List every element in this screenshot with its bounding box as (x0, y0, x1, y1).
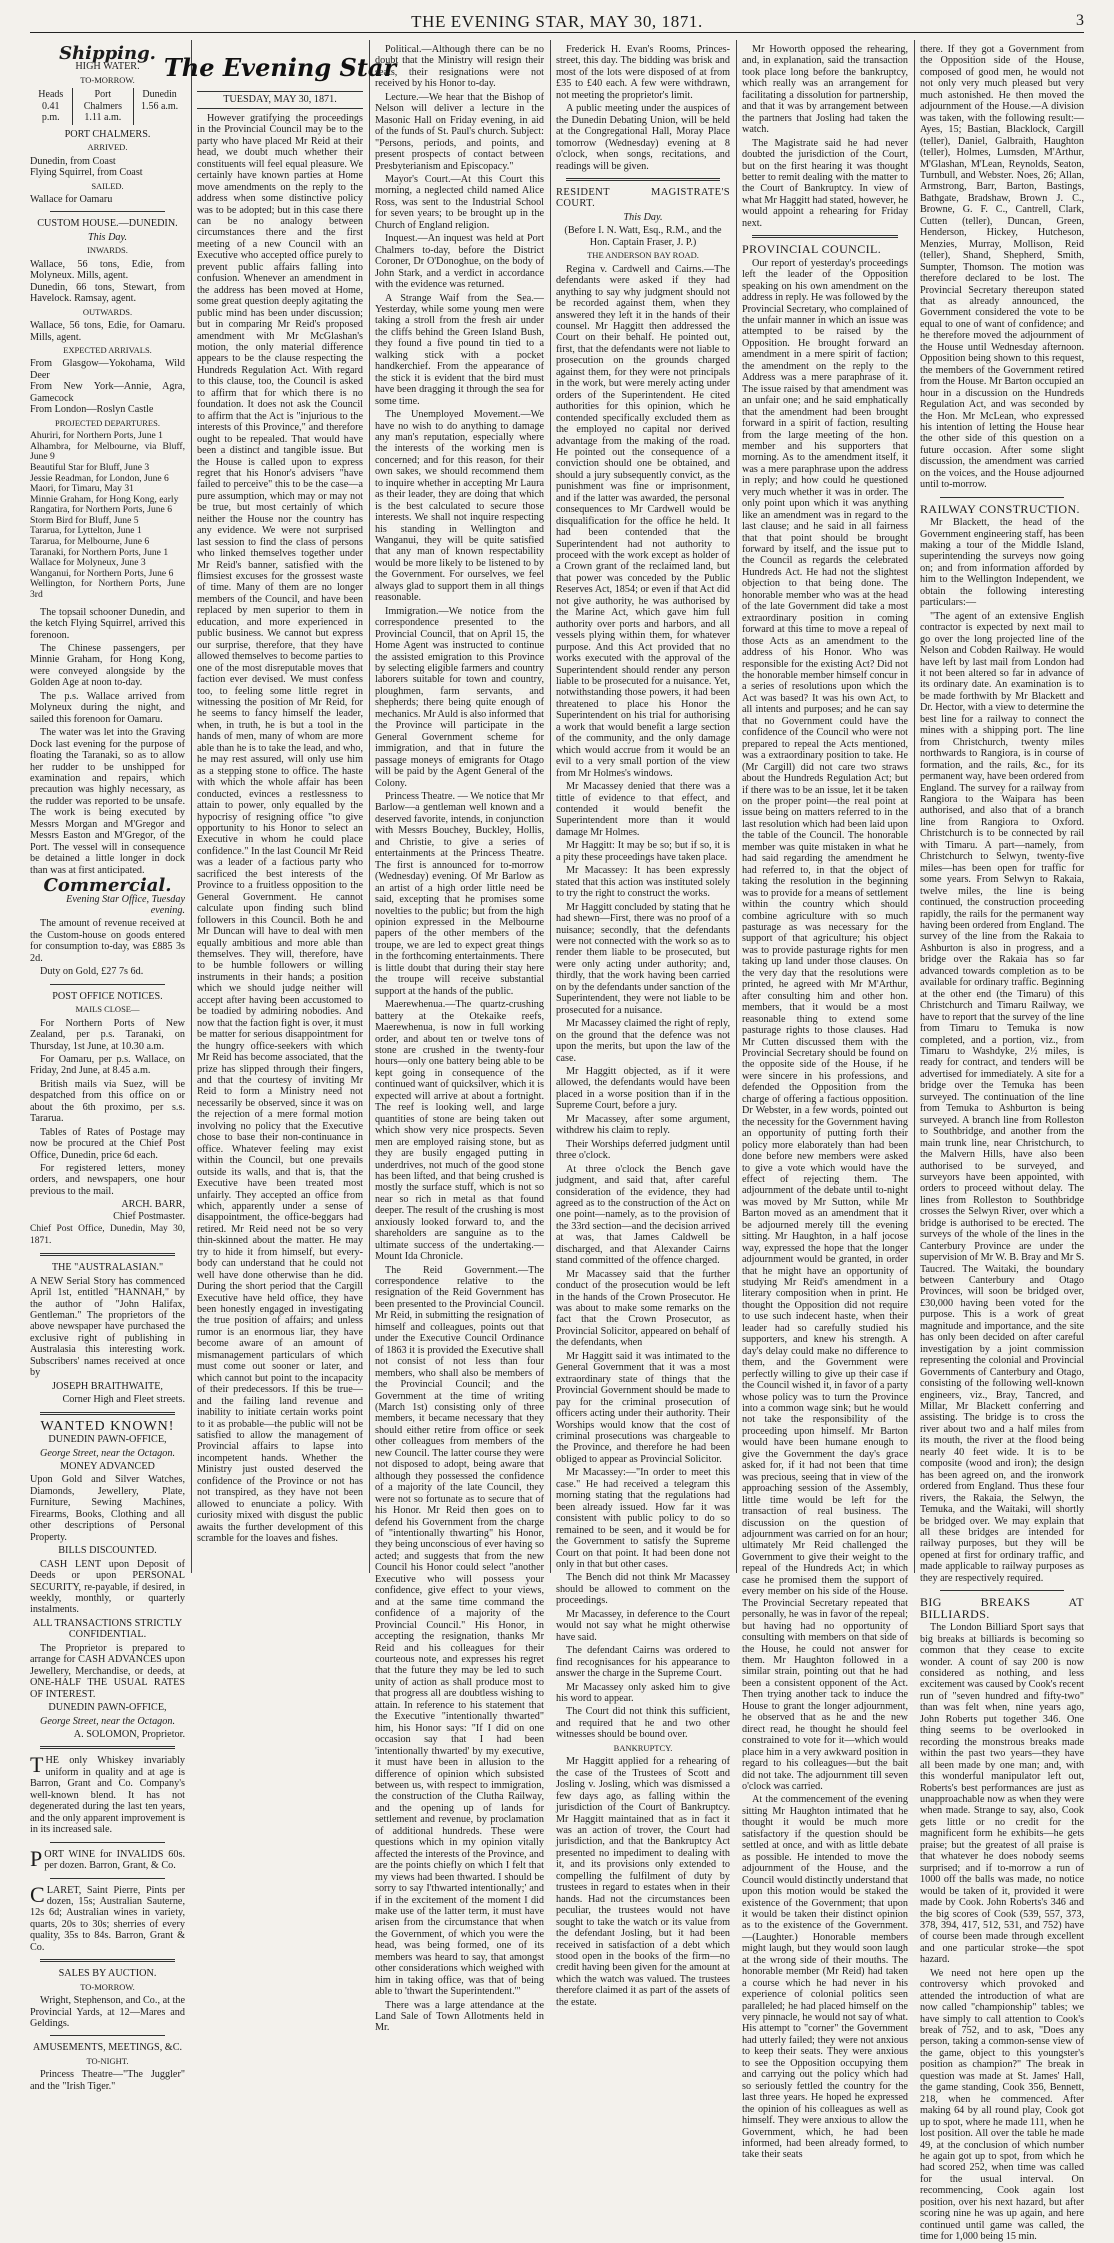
court-paragraph: Mr Howorth opposed the rehearing, and, in explanation, said the transaction took place long before the bankruptcy, which really was an arrangement for facilitating a dissolution for partnership, and that it was by arrangement between the partners that Josling had taken the watch. (742, 44, 908, 136)
pawn-office-name-2: DUNEDIN PAWN-OFFICE, (48, 1702, 167, 1714)
amusements-notice: Princess Theatre—"The Juggler" and the "Irish Tiger." (30, 2069, 185, 2092)
divider (50, 984, 165, 985)
port-chalmers-heading: PORT CHALMERS. (64, 128, 151, 140)
mails-close-heading: MAILS CLOSE— (75, 1004, 140, 1015)
news-paragraph: Lecture.—We hear that the Bishop of Nelson will deliver a lecture in the Masonic Hall on Friday evening, in aid of the funds of St. Paul's church. Subject: "Persons, periods, and points, and present prospects of contact between Presbyterianism and Episcopacy." (375, 91, 544, 172)
shipping-section-title: Shipping. (59, 43, 156, 64)
projected-departures-list: Ahuriri, for Northern Ports, June 1 Alhambra, for Melbourne, via Bluff, June 9 Beautiful Star for Bluff, June 3 Jessie Readman, for London, June 6 Maori, for Timaru, May 31 Minnie Graham, for Hong Kong, early Rangatira, for Northern Ports, June 6 Storm Bird for Bluff, June 5 Tararua, for Lyttelton, June 1 Tararua, for Melbourne, June 6 Taranaki, for Northern Ports, June 1 Wallace for Molyneux, June 3 Wanganui, for Northern Ports, June 6 Wellington, for Northern Ports, June 3rd (30, 430, 185, 601)
divider (40, 1253, 175, 1256)
mail-notice: For Northern Ports of New Zealand, per p.s. Taranaki, on Thursday, 1st June, at 10.30 a.m. (30, 1017, 185, 1052)
tonight-label: TO-NIGHT. (86, 2055, 129, 2066)
news-paragraph: Frederick H. Evan's Rooms, Princes-street, this day. The bidding was brisk and most of the lots were disposed of at from £35 to £40 each. A few were withdrawn, not meeting the proprietor's limit. (556, 44, 730, 101)
news-paragraph: Immigration.—We notice from the correspondence presented to the Provincial Council, that on April 15, the Home Agent was instructed to continue the assisted emigration to this Province by selecting eligible farmers and country laborers suitable for town and country, ploughmen, farm servants, and shepherds; there being quite enough of mechanics. Mr Auld is also informed that the Province will participate in the General Government scheme for immigration, and that in future the passage moneys of emigrants for Otago will be paid by the Agent General of the Colony. (375, 605, 544, 789)
braithwaite-address: Corner High and Fleet streets. (62, 1394, 185, 1406)
news-paragraph: Princess Theatre. — We notice that Mr Barlow—a gentleman well known and a deserved favorite, intends, in conjunction with Messrs Bouchey, Buckley, Hollis, and Christie, to give a series of entertainments at the Princess Theatre. The first is announced for to-morrow (Wednesday) evening. Of Mr Barlow as an artist of a high order little need be said, excepting that he promises some novelties to the public; but from the high opinion expressed in the Melbourne papers of the other members of the troupe, we are led to expect great things in the forthcoming entertainments. There is little doubt that during their stay here the troupe will receive substantial support at the hands of the public. (375, 791, 544, 997)
confidential-notice: ALL TRANSACTIONS STRICTLY CONFIDENTIAL. (32, 1617, 183, 1641)
news-paragraph: Political.—Although there can be no doubt that the Ministry will resign their seats, their resignations were not received by his Honor to-day. (375, 44, 544, 90)
divider (50, 211, 165, 212)
column-rule (191, 40, 192, 1573)
tide-heads: Heads 0.41 p.m. (38, 89, 64, 124)
column-rule (550, 40, 551, 1573)
news-paragraph: A public meeting under the auspices of the Dunedin Debating Union, will be held at the Congregational Hall, Moray Place tomorrow (Wednesday) evening at 8 o'clock, when songs, recitations, and readings will be given. (556, 103, 730, 172)
evening-star-logo-svg (163, 46, 397, 86)
pawn-office-address: George Street, near the Octagon. (39, 1447, 176, 1459)
bankruptcy-heading: BANKRUPTCY. (613, 1742, 673, 1753)
divider (50, 1842, 165, 1843)
braithwaite-name: JOSEPH BRAITHWAITE, (52, 1380, 163, 1392)
postmaster-signature: ARCH. BARR, Chief Postmaster. (113, 1199, 185, 1222)
billiards-paragraph: The London Billiard Sport says that big breaks at billiards is becoming so common that they cease to excite wonder. A count of say 200 is now considered as nothing, and less excitement was caused by Cook's recent run of "seven hundred and fifty-two" than was felt when, nine years ago, John Roberts put together 346. One thing seems to be overlooked in recording the monstrous breaks made within the past two years—they have all been made by one man; and, with this wonderful manipulator left out, Roberts's best performances are just as unapproachable now as when they were when made. Strange to say, also, Cook gets little or no credit for the magnificent form he exhibits—he gets praise; but the greatest of all praise is that whatever he does nobody seems surprised; and if to-morrow a run of 1000 off the balls was made, no notice would be taken of it, provided it were made by Cook. John Roberts's 346 and the big scores of Cook (539, 557, 373, 378, 394, 417, 512, 531, and 752) have of course been made through excellent and one particular stroke—the spot hazard. (920, 1622, 1084, 1966)
divider (940, 497, 1064, 498)
australasian-notice: A NEW Serial Story has commenced April 1st, entitled "HANNAH," by the author of "John Halifax, Gentleman." The proprietors of the above newspaper have purchased the exclusive right of publishing in Australasia this interesting work. Subscribers' names received at once by (30, 1275, 185, 1379)
column-provincial-council (742, 44, 908, 2161)
this-day-label: This Day. (87, 231, 128, 243)
shipping-news-item: The p.s. Wallace arrived from Molyneux during the night, and sailed this forenoon for Oamaru. (30, 690, 185, 725)
divider (752, 235, 898, 238)
court-heading: RESIDENT MAGISTRATE'S COURT. (556, 186, 730, 210)
divider (50, 2035, 165, 2036)
sales-by-auction-heading: SALES BY AUCTION. (58, 1968, 157, 1980)
cash-lent-notice: CASH LENT upon Deposit of Deeds or upon PERSONAL SECURITY, re-payable, if desired, in weekly, monthly, or quarterly instalments. (30, 1558, 185, 1616)
court-paragraph: The Court did not think this sufficient, and required that he and two other witnesses should be bound over. (556, 1706, 730, 1741)
inwards-list: Wallace, 56 tons, Edie, from Molyneux. Mills, agent. Dunedin, 66 tons, Stewart, from Havelock. Ramsay, agent. (30, 258, 185, 305)
expected-arrivals-heading: EXPECTED ARRIVALS. (63, 344, 152, 355)
court-paragraph: Mr Macassey: It has been expressly stated that this action was instituted solely to try the right to construct the works. (556, 865, 730, 900)
column-court (556, 44, 730, 2008)
court-paragraph: Mr Macassey, after some argument, withdrew his claim to reply. (556, 1113, 730, 1137)
mail-notice: For Oamaru, per p.s. Wallace, on Friday, 2nd June, at 8.45 a.m. (30, 1053, 185, 1077)
revenue-notice: The amount of revenue received at the Custom-house on goods entered for consumption to-day, was £885 3s 2d. (30, 918, 185, 964)
court-paragraph: Mr Haggitt concluded by stating that he had shewn—First, there was no proof of a nuisance; secondly, that the defendants were not connected with the work so as to render them liable to be prosecuted, but were only acting under authority; and, thirdly, that the work having been carried on by the defendants under sanction of the Superintendent, they were not liable to be prosecuted for a nuisance. (556, 901, 730, 1016)
logo-text: The Evening Star (163, 53, 397, 82)
court-paragraph: Mr Macassey said that the further conduct of the prosecution would be left in the hands of the Crown Prosecutor. He was about to make some remarks on the fact that the Crown Prosecutor, as Provincial Solicitor, appeared on behalf of the defendants, when (556, 1268, 730, 1349)
sailed-list: Wallace for Oamaru (30, 193, 113, 205)
court-day-label: This Day. (623, 211, 663, 223)
billiards-paragraph: We need not here open up the controversy which provoked and attended the introduction of what are now called "championship" tables; we have simply to call attention to Cook's break of 752, and to ask, "Does any person, taking a common-sense view of the game, object to this youngster's position as champion?" The break in question was made at St. James' Hall, the game standing, Cook 356, Bennett, 218, when he commenced. After making 64 by all round play, Cook got up to spot, where he made 111, when he lost position. All over the table he made 49, at the conclusion of which number he again got up to spot, from which he had scored 252, when time was called for the usual interval. On recommencing, Cook again lost position, over his next hazard, but after scoring nine he was up again, and here continued until game was called, the time for 1,000 being 15 min. (920, 1967, 1084, 2243)
port-wine-advert: PORT WINE for INVALIDS 60s. per dozen. Barron, Grant, & Co. (30, 1845, 185, 1872)
pawn-office-name: DUNEDIN PAWN-OFFICE, (48, 1434, 167, 1446)
divider (40, 1412, 175, 1415)
editorial-date: TUESDAY, MAY 30, 1871. (223, 94, 337, 106)
court-paragraph: At three o'clock the Bench gave judgment, and said that, after careful consideration of the evidence, they had agreed as to the construction of the Act on one point—namely, as to the provision of the 33rd section—and the decision arrived at was, that James Caldwell be discharged, and that Alexander Cairns stand committed of the offence charged. (556, 1163, 730, 1267)
news-paragraph: Inquest.—An inquest was held at Port Chalmers to-day, before the District Coroner, Dr O'Donoghue, on the body of John Stark, and a verdict in accordance with the evidence was returned. (375, 233, 544, 291)
divider (40, 1959, 175, 1962)
commercial-section-title: Commercial. (43, 875, 172, 897)
court-paragraph: Mr Macassey, in deference to the Court would not say what he might otherwise have said. (556, 1608, 730, 1643)
council-paragraph: Our report of yesterday's proceedings left the leader of the Opposition speaking on his own amendment on the address in reply. He was followed by the Provincial Secretary, who complained of the unfair manner in which an issue was attempted to be raised by the Opposition. He brought forward an amendment in a mere spirit of faction; the amendment on the reply to the Address was a mere paraphrase of it. The issue raised by that amendment was an unfair one; and he said emphatically that the amendment had been brought forward in a spirit of faction, resulting from the large meeting of the hon. member and his supporters that morning. As to the amendment itself, it was a mere paraphrase upon the address in reply; and how could he questioned very much whether it was in order. The only point upon which it was anything like an amendment was in regard to the last clause; and he said in all fairness that that point should be brought forward by itself, and the issue put to the Council as regards the celebrated Hundreds Act. He had not the slightest objection to that being done. The honorable member who was at the head of the late Government did take a most extraordinary position in coming forward at this time to move a repeal of those Acts as an amendment to the address of his Honor. Who was responsible for the existing Act? Did not the honorable member himself concur in a series of resolutions upon which the Act was based? It was his own Act, to all intents and purposes; and he can say that no Government could have the confidence of the Council who were not prepared to repeal the Acts mentioned, was a extraordinary position to take. He (Mr Cargill) did not care two straws about the Hundreds Regulation Act; but if there was to be an issue, let it be taken on the proper point—the real point at issue being on matters referred to in the last resolution which had been laid upon the table of the Council. The honorable member was quite mistaken in what he had said regarding the amendment he had referred to, in that the object of taking the resolution in the beginning was to provide for a means of settlement within the country which should combine agriculture with so much pasturage as was necessary for the support of that agriculture; his object was to provide pasturage rights for men taking up land under those clauses. On the very day that the resolutions were printed, he agreed with Mr M'Arthur, after consulting him and other hon. members, that it would be a most reasonable thing to extend some pasturage rights to those clauses. Had Mr Cutten discussed them with the Provincial Secretary should be found on the opposite side of the House, if he were sincere in his professions, and defended the Opposition from the charge of offering a factious opposition. Dr Webster, in a few words, pointed out the necessity for the Government having an opportunity of putting forth their policy more elaborately than had been done before new members were asked to give a vote which would have the effect of rejecting them. The adjournment of the debate until to-night was moved by Mr Sutton, while Mr Barton moved as an amendment that it be adjourned merely till the evening sitting. Mr Haughton, in a half jocose way, expressed the hope that the longer adjournment would be granted, in order that he might have an opportunity of studying Mr Reid's amendment in a literary composition when in print. He thought the Opposition did not require to use such indecent haste, when their leader had so carefully studied his supporters, and knew his strength. A day's delay could make no difference to them, and the Government were perfectly willing to give up their case if the Council wished it, in favor of a party whose policy was to turn the Province into a common wage sink; but he would not take the responsibility of the proceeding upon himself. Mr Barton would have been humane enough to give the Government the day's grace asked for, if it had not been that time was precious, seeing that in view of the approaching session of the Assembly, little time would be left for the transaction of real business. The discussion on the question of adjournment was carried on for an hour; ultimately Mr Reid challenged the Government to give their weight to the repeal of the Hundreds Act; in which case he promised them the support of every member on his side of the House. The Provincial Secretary repeated that personally, he was in favor of the repeal; but having had no opportunity of consulting with members on that side of the House, he could not answer for them. Mr Haughton followed in a similar strain, pointing out that he had been a consistent opponent of the Act. Then trying another tack to induce the House to grant the longer adjournment, he observed that as he and the new direct read, he thought he should feel constrained to vote for it—which would place him in a very awkward position in regard to his colleagues—but the bait did not take. The adjournment till seven o'clock was carried. (742, 257, 908, 1792)
whiskey-advert: THE only Whiskey invariably uniform in quality and at age is Barron, Grant and Co. Company's well-known blend. It has not degenerated during the last ten years, and the only apparent improvement is in its increased sale. (30, 1752, 185, 1836)
tide-port-chalmers: Port Chalmers 1.11 a.m. (72, 88, 134, 124)
shipping-news-item: The Chinese passengers, per Minnie Graham, for Hong Kong, were conveyed alongside by the Golden Age at noon to-day. (30, 643, 185, 689)
court-paragraph: The defendant Cairns was ordered to find recognisances for his appearance to answer the charge in the Supreme Court. (556, 1645, 730, 1680)
news-paragraph: There was a large attendance at the Land Sale of Town Allotments held in Mr. (375, 1999, 544, 2034)
mail-notice: Tables of Rates of Postage may now be procured at the Chief Post Office, Dunedin, price 6d each. (30, 1126, 185, 1161)
outwards-list: Wallace, 56 tons, Edie, for Oamaru. Mills, agent. (30, 320, 185, 343)
tide-table (30, 88, 185, 124)
sailed-heading: SAILED. (91, 180, 124, 191)
court-paragraph: Their Worships deferred judgment until three o'clock. (556, 1138, 730, 1162)
outwards-heading: OUTWARDS. (82, 306, 133, 317)
pawn-office-address-2: George Street, near the Octagon. (39, 1715, 176, 1727)
court-paragraph: Mr Macassey claimed the right of reply, on the ground that the defence was not upon the merits, but upon the law of the case. (556, 1018, 730, 1064)
editorial-article: However gratifying the proceedings in the Provincial Council may be to the party who have placed Mr Reid at their head, we doubt much whether their constituents will feel equal pleasure. We certainly have known parties at Home move amendments on the reply to the address when some distinctive policy was to be adopted; but in this case there can be no analogy between circumstances there and the first meeting of a new Council with an Executive who accepted office purely to prevent public affairs falling into confusion. Whenever an amendment in the address has been moved at Home, some great question deeply agitating the public mind has been under discussion; but in comparing Mr Reid's proposed amendment with Mr McGlashan's motion, the only material difference appears to be the clause respecting the Hundreds Regulation Act. With regard to this clause, too, the Council is asked to affirm that for which there is no foundation. It does not ask the Council to affirm that the Act is "injurious to the interests of this Province," and therefore ought to be repealed. That would have been a distinct and tangible issue. But the House is called upon to express regret that his Honor's advisers "have failed to perceive" this to be the case—a pure assumption, which may or may not be true, but most certainly of which neither the House nor the country has any evidence. We were not surprised last session to find the class of persons who linked themselves together under Mr Reid's banner, satisfied with the flimsiest excuses for the grossest waste of time. Many of them are no longer members of the Council, and have been replaced by men superior to them in education, and more experienced in public business. We cannot but express our surprise, therefore, that they have allowed themselves to become parties to one of the most disreputable moves that faction ever devised. We must confess too, to feeling some little regret in witnessing the position of Mr Reid, for he seems to fancy himself the leader, when, in truth, he is but a tool in the hands of men, many of whom are more able than he is to take the lead, and who, he may rest assured, will only use him as a stepping stone to office. The haste with which the whole affair has been conducted, evinces a restlessness to attain to power, only equalled by the hypocrisy of resigning office "to give opportunity to his Honor to select an Executive in whom he could place confidence." In the last Council Mr Reid was a leader of a factious party who sacrificed the best interests of the Province to a fruitless opposition to the General Government. He cannot calculate upon finding such blind followers in this Council. Both he and Mr Duncan will have to deal with men equally ambitious and more able than themselves. They will, therefore, have to be humble followers or willing instruments in their hands; a position which we should judge neither will accept after having been accustomed to be toadied by admiring nobodies. And now that the faction fight is over, it must be matter for serious disappointment for the hungry office-seekers with which Mr Reid has become associated, that the prize has slipped through their fingers, and that the courtesy of inviting Mr Reid to form a Ministry need not necessarily be observed, since it was on the rejection of a mere formal motion involving no policy that the Executive chose to base their non-continuance in office. Whatever feeling may exist within the Council, but one prevails outside its walls, and that is, that the Executive have been treated most unfairly. They accepted an office from which, apparently under a sense of disappointment, the office-beggars had retired. Mr Reid need not be so very thin-skinned about the matter. He may try to hide it from himself, but every-body can understand that he could not well have done otherwise than he did. During the short period that the Cargill Executive have held office, they have been honestly engaged in investigating the true position of affairs; and unless rumor is an enormous liar, they have become aware of an amount of mismanagement particulars of which must come out sooner or later, and which cannot but point to the incapacity of their predecessors. If this be true—and the failing land revenue and inability to initiate certain works point to it as probable—the public will not be satisfied to allow the management of Provincial affairs to lapse into incompetent hands. Whether the Ministry just ousted deserved the confidence of the Province or not has not transpired, as they have not been allowed to enunciate a policy. With curiosity mixed with disgust the public awaits the further development of this scramble for the loaves and fishes. (197, 112, 363, 1545)
council-paragraph: At the commencement of the evening sitting Mr Haughton intimated that he thought it would be much more satisfactory if the question should be settled at once, and with as little debate as possible. He intended to move the adjournment of the House, and the Council would distinctly understand that upon this motion would be staked the existence of the Government; that upon it would be taken their distinct opinion as to the existence of the Government.—(Laughter.) Honorable members might laugh, but they would soon laugh at the wrong side of their mouths. The honorable member (Mr Reid) had taken a course which he had never in his experience of colonial politics seen paralleled; he had placed himself on the very pinnacle, he would not say of what. His attempt to "corner" the Government had utterly failed; they were not anxious to keep their seats. They were anxious to see the Opposition occupying them and carrying out the policy which had so seriously fettled the country for the last three years. He hoped he expressed the opinion of his colleagues as well as himself. They were anxious to allow the Government, which, he had been informed, had been already formed, to take their seats (742, 1794, 908, 2161)
newspaper-header-title: THE EVENING STAR, MAY 30, 1871. (411, 12, 703, 31)
proprietor-notice: The Proprietor is prepared to arrange for CASH ADVANCES upon Jewellery, Merchandise, or deeds, at ONE-HALF THE USUAL RATES OF INTEREST. (30, 1642, 185, 1700)
court-paragraph: Mr Macassey:—"In order to meet this case." He had received a telegram this morning stating that the regulations had been already issued. How far it was consistent with public policy to do so remained to be seen, and it would be for the Government to satisfy the Supreme Court on that point. It had been done not only in that but other cases. (556, 1467, 730, 1570)
amusements-heading: AMUSEMENTS, MEETINGS, &C. (32, 2042, 183, 2054)
mail-notice: For registered letters, money orders, and newspapers, one hour previous to the mail. (30, 1163, 185, 1197)
divider (940, 1590, 1064, 1591)
projected-departures-heading: PROJECTED DEPARTURES. (55, 417, 160, 428)
arrived-heading: ARRIVED. (87, 142, 128, 153)
council-paragraph: there. If they got a Government from the Opposition side of the House, composed of good men, he would not not only very much pleased but very much astonished. He then moved the adjournment of the House.—A division was taken, with the following result:—Ayes, 15; Bastian, Blacklock, Cargill (teller), Daniel, Galbraith, Haughton (teller), Holmes, Lumsden, M'Arthur, M'Glashan, M'Lean, Reynolds, Seaton, Turnbull, and Webster. Noes, 26; Allan, Armstrong, Barr, Barton, Bastings, Bathgate, Bradshaw, Brown J. C., Browne, G. F. C., Cantrell, Clark, Cutten (teller), Duncan, Green, Henderson, Hickey, Hutcheson, Menzies, Murray, Mollison, Reid (teller), Shand, Shepherd, Smith, Sumpter, Thomson. The motion was therefore declared to be lost. The Provincial Secretary thereupon stated that as already announced, the Government considered the vote to be equal to one of want of confidence; and he therefore moved the adjournment of the House until Wednesday afternoon. Opposition being shown to this request, the members of the Government retired from the House. Mr Barton occupied an hour in a discussion on the Hundreds Regulation Act, and was seconded by the Hon. Mr McLean, who expressed his intention of letting the House hear the other side of this question on a future occasion. After some slight discussion, the amendment was carried on the voices, and the House adjourned until to-morrow. (920, 44, 1084, 491)
office-dateline: Evening Star Office, Tuesday evening. (66, 893, 185, 916)
tomorrow-label: TO-MORROW. (80, 74, 135, 85)
column-local-news (375, 44, 544, 2034)
tide-dunedin: Dunedin 1.56 a.m. (134, 88, 185, 124)
sales-notice: Wright, Stephenson, and Co., at the Provincial Yards, at 12—Mares and Geldings. (30, 1995, 185, 2030)
proprietor-signature: A. SOLOMON, Proprietor. (73, 1728, 185, 1740)
inwards-heading: INWARDS. (87, 245, 128, 256)
column-rule (914, 40, 915, 1573)
court-before: (Before I. N. Watt, Esq., R.M., and the Hon. Captain Fraser, J. P.) (564, 225, 722, 248)
divider (40, 1746, 175, 1749)
case-heading: THE ANDERSON BAY ROAD. (587, 250, 699, 261)
date-bar (197, 91, 363, 108)
court-paragraph: Regina v. Cardwell and Cairns.—The defendants were asked if they had anything to say why judgment should not be recorded against them, when they answered they left it in the hands of their counsel. Mr Haggitt then addressed the Court on their behalf. He pointed out, first, that the defendants were not liable to prosecution on the grounds charged against them, for they were not principals in the work, but were merely acting under orders of the Superintendent. He cited authorities for this opinion, which he contended specifically excluded them as the employed no capital nor derived advantage from the making of the road. He pointed out the consequence of a conviction should one be obtained, and should a jury subsequently convict, as the punishment was fine or imprisonment, and if the latter was awarded, the personal consequences to Mr Cardwell would be disqualification for the office he held. It had been contended that the Superintendent had not authority to proceed with the work except as holder of a Crown grant of the reclaimed land, but that power was conceded by the Public Reserves Act, 1854; or even if that Act did not give authority, he was authorised by the Marine Act, which gave him full authority over ports and harbors, and all vessels plying within them, for whatever purpose. And this Act provided that no works executed with the approval of the Superintendent should render any person liable to be prosecuted for a nuisance. Yet, notwithstanding those powers, it had been threatened to place his Honor the Superintendent on his trial for authorising a work that would benefit a large section of the community, and the only damage which would accrue from it would be an evil to a very small portion of the view from Mr Holmes's windows. (556, 263, 730, 779)
expected-arrivals-list: From Glasgow—Yokohama, Wild Deer From New York—Annie, Agra, Gamecock From London—Roslyn Castle (30, 358, 185, 416)
news-paragraph: Maerewhenua.—The quartz-crushing battery at the Otekaike reefs, Maerewhenua, is now in full working order, and about ten or twelve tons of stone are crushed in the twenty-four hours—only one battery being able to be kept going in consequence of the continued want of quicksilver, which it is expected will arrive at about a fortnight. The reef is looking well, and large quantities of stone are being taken out which show very nice prospects. Seven men are employed raising stone, but as they are busily engaged putting in underdrives, not much of the good stone has been lifted, and that being crushed is mostly the surface stuff, which is not so near so rich in metal as that found deeper. The result of the crushing is most anxiously looked forward to, and the shareholders are sanguine as to the ultimate success of the undertaking.—Mount Ida Chronicle. (375, 999, 544, 1263)
sales-tomorrow-label: TO-MORROW. (80, 1981, 135, 1992)
column-railway-billiards (920, 44, 1084, 2243)
bankruptcy-paragraph: Mr Haggitt applied for a rehearing of the case of the Trustees of Scott and Josling v. Josling, which was dismissed a few days ago, as falling within the jurisdiction of the Court of Bankruptcy. Mr Haggitt maintained that as in fact it was an action of trover, the Court had jurisdiction, and that the Bankruptcy Act presented no impediment to dealing with it, and its provisions only extended to compelling the fulfilment of duty by trustees in regard to estates when in their hands. Had not the circumstances been peculiar, the trustees would not have sought to take the watch or its value from the defendant Josling, but it had been received in satisfaction of a debt which stood open in the books of the firm—no credit having been given for the amount at which the watch was valued. The trustees therefore claimed it as part of the assets of the estate. (556, 1756, 730, 2008)
news-paragraph: The Unemployed Movement.—We have no wish to do anything to damage any man's reputation, especially where the interests of the working men is concerned; and for this reason, for their own sakes, we should recommend them to inquire whether in accepting Mr Laura as their leader, they are doing that which is the best calculated to secure those interests. We shall not inquire respecting his standing in Wellington and Wanganui, they will be quite satisfied that any man of known respectability would be more likely to be listened to by the Government. For ourselves, we feel always glad to support them in all things reasonable. (375, 409, 544, 604)
arrived-list: Dunedin, from Coast Flying Squirrel, from Coast (30, 155, 143, 179)
column-rule (369, 40, 370, 1573)
post-office-date: Chief Post Office, Dunedin, May 30, 1871. (30, 1224, 185, 1246)
page-number: 3 (1076, 12, 1084, 29)
claret-advert: CLARET, Saint Pierre, Pints per dozen, 15s; Australian Sauterne, 12s 6d; Australian wines in variety, quarts, 20s to 30s; sherries of every quality, 35s to 84s. Barron, Grant & Co. (30, 1881, 185, 1953)
custom-house-heading: CUSTOM HOUSE.—DUNEDIN. (37, 218, 178, 230)
billiards-heading: BIG BREAKS AT BILLIARDS. (920, 1595, 1084, 1621)
column-editorial (163, 44, 397, 1573)
railway-heading: RAILWAY CONSTRUCTION. (920, 501, 1080, 516)
court-paragraph: Mr Haggitt said it was intimated to the General Government that it was a most extraordinary state of things that the Provincial Government should be made to pay for the criminal prosecution of officers acting under their authority. Their Worships would know that the cost of criminal prosecutions was chargeable to the Province, and therefore he had been obliged to appear as Provincial Solicitor. (556, 1350, 730, 1465)
shipping-news-item: The topsail schooner Dunedin, and the ketch Flying Squirrel, arrived this forenoon. (30, 606, 185, 641)
post-office-heading: POST OFFICE NOTICES. (52, 990, 163, 1002)
railway-paragraph: Mr Blackett, the head of the Government engineering staff, has been making a tour of the Middle Island, superintending the surveys now going on; and from information afforded by him to the Wellington Independent, we obtain the following interesting particulars:— (920, 517, 1084, 609)
divider (50, 1878, 165, 1879)
court-paragraph: The Bench did not think Mr Macassey should be allowed to comment on the proceedings. (556, 1572, 730, 1607)
bills-discounted: BILLS DISCOUNTED. (58, 1545, 157, 1557)
evening-star-logo (163, 46, 397, 89)
news-paragraph: A Strange Waif from the Sea.—Yesterday, while some young men were taking a stroll from the fresh air under the cliffs behind the Green Island Bush, they found a five pound tin tied to a walking stick with a pocket handkerchief. From the appearance of the stick it is evident that the bird must have been dragging it through the sea for some time. (375, 292, 544, 407)
provincial-council-heading: PROVINCIAL COUNCIL. (742, 242, 882, 257)
news-paragraph: The Reid Government.—The correspondence relative to the resignation of the Reid Government has been presented to the Provincial Council. Mr Reid, in submitting the resignation of himself and colleagues, points out that under the Executive Council Ordinance of 1863 it is provided the Executive shall not consist of not less than four members, who shall also be members of the Provincial Council; and the Government at the time of writing (March 1st) consisting only of three members, it became necessary that they should either retire from office or seek other colleagues from members of the new Council. The latter course they were not disposed to adopt, being aware that although they possessed the confidence of a majority of the late Council, they were not so fortunate as to secure that of his Honor. Mr Reid then goes on to defend his Government from the charge of "intentionally thwarting" his Honor, they being unconscious of ever having so acted; and suggests that from the new Council his Honor could select "another Executive who will possess your confidence, give effect to your views, and at the same time command the confidence of a majority of the Provincial Council." His Honor, in accepting the resignation, thanks Mr Reid and his colleagues for their courteous note, and expresses his regret that the future they may be led to such unity of action as shall produce most to that progress all are doubtless wishing to attain. In reference to his statement that the Executive "intentionally thwarted" him, his Honor says: "If I did on one occasion say that I had been 'intentionally thwarted' by my executive, it must have been in allusion to the difference of opinion which subsisted between us, with respect to immigration, the construction of the Clutha Railway, and the opening up of lands for settlement and revenue, by proclamation of additional hundreds. These were questions which in my opinion vitally affected the interests of the Province, and are the points chiefly on which I felt that my views had been thwarted. I should be sorry to say I'thwarted intentionally;' and if in the excitement of the moment I did make use of the latter term, it must have arisen from the circumstance that when the Government, of which you were the head, was being formed, one of its members was heard to say, that amongst other considerations which weighed with him in taking office, was that of being able to 'thwart the Superintendent.'" (375, 1264, 544, 1998)
page-masthead (30, 8, 1084, 33)
mail-notice: British mails via Suez, will be despatched from this office on or about the 6th proximo, per s.s. Tararua. (30, 1078, 185, 1125)
railway-paragraph: "The agent of an extensive English contractor is expected by next mail to go over the long projected line of the Nelson and Cobden Railway. He would have left by last mail from London had it not been altered so far in advance of its ordinary date. An examination is to be made forthwith by Mr Blackett and Dr. Hector, with a view to determine the best line for a railway to connect the mines with a shipping port. The line from Christchurch, twenty miles northwards to Rangiora, is in course of formation, and the rails, &c., for its permanent way, have been ordered from England. The survey for a railway from Rangiora to the Waipara has been authorised, and also that of a branch line from Rangiora to Oxford. Christchurch is to be connected by rail with Timaru. A part—namely, from Christchurch to Selwyn, twenty-five miles—has been open for traffic for some years. From Selwyn to Rakaia, twelve miles, the line is being continued, the construction proceeding rapidly, the rails for the permanent way having been ordered from England. The survey of the line from the Rakaia to Ashburton is also in progress, and a bridge over the Rakaia has so far advanced towards completion as to be available for ordinary traffic. Beginning at the other end (the Timaru) of this Christchurch and Timaru Railway, we have to report that the survey of the line from Timaru to Temuka is now completed, and a portion, viz., from Timaru to Washdyke, 2½ miles, is ready for contract, and tenders will be advertised for immediately. A site for a bridge over the Temuka has been surveyed. The continuation of the line from Temuka to Ashburton is being surveyed. A branch line from Rolleston to Southbridge, and another from the main trunk line, near Christchurch, to the Malvern Hills, have also been authorised to be surveyed, and surveyors have been appointed, with orders to proceed without delay. The lines from Rolleston to Southbridge crosses the Selwyn River, over which a bridge is authorised to be erected. The surveys of the whole of the lines in the Canterbury Province are under the supervision of Mr W. B. Bray and Mr S. Taucred. The Waitaki, the boundary between Canterbury and Otago Provinces, will soon be bridged over, £30,000 having been voted for the purpose. This is a work of great magnitude and importance, and the site has only been decided on after careful investigation by a joint commission representing the colonial and Provincial Governments of Canterbury and Otago, consisting of the following well-known engineers, viz., Bray, Tancred, and Millar, Mr Blackett conferring and assisting. The bridge is to cross the river about two and a half miles from its mouth, the river at the flood being nearly 40 feet wide. It is to be composite (wood and iron); the design has been agreed on, and the ironwork ordered from England. Thus these four rivers, the Rakaia, the Selwyn, the Temuka, and the Waitaki, will shortly be bridged over. We may explain that all these bridges are intended for railway purposes, but they will be opened at first for ordinary traffic, and made applicable to railway purposes as they are respectively required. (920, 610, 1084, 1584)
court-paragraph: Mr Macassey denied that there was a tittle of evidence to that effect, and contended it would benefit the Superintendent more than it would damage Mr Holmes. (556, 781, 730, 838)
wanted-known-heading: WANTED KNOWN! (40, 1418, 175, 1434)
column-rule (736, 40, 737, 1573)
court-paragraph: Mr Haggitt: It may be so; but if so, it is a pity these proceedings have taken place. (556, 840, 730, 863)
divider (566, 178, 720, 181)
court-paragraph: The Magistrate said he had never doubted the jurisdiction of the Court, but on the first hearing it was thought better to remit dealing with the matter to the Court of Bankruptcy. In view of what Mr Haggitt had stated, however, he would appoint a rehearing for Friday next. (742, 137, 908, 229)
news-paragraph: Mayor's Court.—At this Court this morning, a neglected child named Alice Ross, was sent to the Industrial School for seven years; to be brought up in the Church of England religion. (375, 173, 544, 231)
column-shipping-commercial (30, 43, 185, 2092)
shipping-news-item: The water was let into the Graving Dock last evening for the purpose of floating the Taranaki, so as to allow her rudder to be unshipped for examination and repairs, which precaution was highly necessary, as the rudder was reported to be unsafe. The work is being executed by Messrs Morgan and M'Gregor and Messrs Easton and M'Gregor, of the Port. The vessel will in consequence be detained a little longer in dock than was at first anticipated. (30, 727, 185, 876)
australasian-heading: THE "AUSTRALASIAN." (51, 1262, 164, 1274)
money-advanced-body: Upon Gold and Silver Watches, Diamonds, Jewellery, Plate, Furniture, Sewing Machines, Firearms, Books, Clothing and all other descriptions of Personal Property. (30, 1474, 185, 1543)
court-paragraph: Mr Macassey only asked him to give his word to appear. (556, 1681, 730, 1704)
money-advanced-heading: MONEY ADVANCED (60, 1461, 155, 1472)
gold-duty-notice: Duty on Gold, £27 7s 6d. (40, 966, 144, 978)
high-water-heading: HIGH WATER. (75, 61, 140, 73)
court-paragraph: Mr Haggitt objected, as if it were allowed, the defendants would have been placed in a worse position than if in the Supreme Court, before a jury. (556, 1065, 730, 1112)
